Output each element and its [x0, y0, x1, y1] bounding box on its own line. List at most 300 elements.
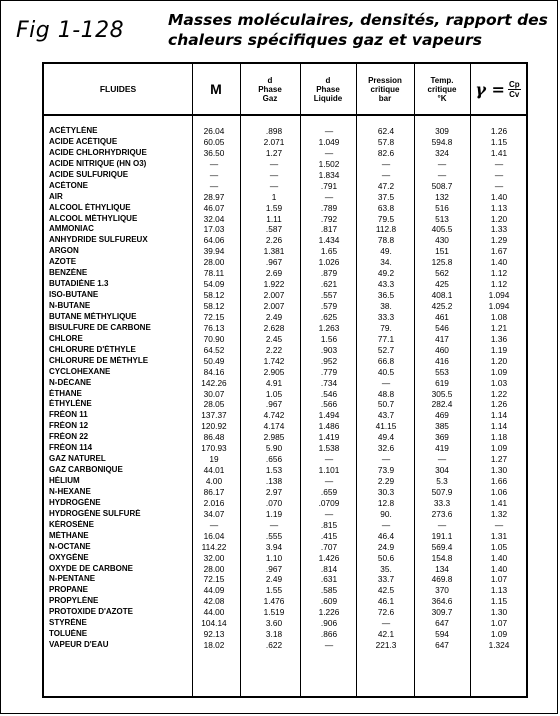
density-gas-cell: 4.91 [265, 377, 283, 388]
density-liquid-cell: 1.502 [318, 158, 340, 169]
molar-mass-cell: 32.04 [203, 213, 225, 224]
table-row [44, 148, 526, 159]
table-row [44, 618, 526, 629]
density-gas-cell: 3.94 [265, 541, 283, 552]
critical-temperature-cell: 513 [435, 213, 449, 224]
gamma-ratio-cell: 1.14 [490, 421, 508, 432]
critical-pressure-cell: — [381, 454, 391, 465]
density-gas-cell: 2.985 [263, 432, 285, 443]
table-row [44, 345, 526, 356]
critical-pressure-cell: 33.3 [377, 311, 395, 322]
density-liquid-cell: — [324, 508, 334, 519]
fluid-name-cell: TOLUÈNE [49, 629, 88, 639]
molar-mass-cell: 142.26 [201, 377, 227, 388]
fluid-name-cell: CHLORURE D'ÉTHYLE [49, 344, 136, 354]
critical-pressure-cell: 35. [380, 563, 392, 574]
table-row [44, 585, 526, 596]
fluid-name-cell: FRÉON 114 [49, 443, 93, 453]
table-row [44, 126, 526, 137]
molar-mass-cell: 32.00 [203, 552, 225, 563]
critical-pressure-cell: 12.8 [377, 497, 395, 508]
fluid-name-cell: ANHYDRIDE SULFUREUX [49, 235, 148, 245]
fluid-name-cell: N-DÉCANE [49, 377, 92, 387]
fluid-name-cell: CHLORURE DE MÉTHYLE [49, 355, 149, 365]
density-liquid-cell: 1.026 [318, 257, 340, 268]
gamma-ratio-cell: 1.66 [490, 476, 508, 486]
table-row [44, 192, 526, 203]
density-liquid-cell: — [324, 454, 334, 465]
density-gas-cell: .138 [265, 476, 283, 486]
fluid-name-cell: CHLORE [49, 333, 83, 343]
molar-mass-cell: 18.02 [203, 640, 225, 651]
critical-pressure-cell: 57.8 [377, 136, 395, 147]
table-row [44, 542, 526, 553]
header-line: d [267, 75, 273, 85]
fluid-name-cell: ÉTHANE [49, 388, 82, 398]
density-gas-cell: 1.742 [263, 355, 285, 366]
critical-temperature-cell: 647 [435, 640, 449, 651]
fluid-name-cell: AZOTE [49, 257, 77, 267]
figure-title-line-2: chaleurs spécifiques gaz et vapeurs [168, 31, 482, 49]
fluid-name-cell: GAZ NATUREL [49, 454, 106, 464]
critical-pressure-cell: 47.2 [377, 180, 395, 191]
gamma-numerator: Cp [508, 79, 520, 89]
density-liquid-cell: .557 [320, 290, 338, 301]
critical-temperature-cell: 151 [435, 246, 449, 257]
gamma-ratio-cell: 1.22 [490, 388, 508, 399]
table-row [44, 246, 526, 257]
density-gas-cell: 1.381 [263, 246, 285, 257]
table-row [44, 607, 526, 618]
molar-mass-cell: 26.04 [203, 126, 225, 136]
gamma-ratio-cell: 1.31 [490, 530, 508, 541]
molar-mass-cell: 104.14 [201, 618, 227, 629]
header-divider [44, 114, 526, 116]
critical-pressure-cell: 49.4 [377, 432, 395, 443]
header-line: Liquide [313, 93, 343, 103]
molar-mass-cell: — [209, 519, 219, 530]
header-critical-temperature [414, 64, 470, 114]
critical-temperature-cell: 125.8 [431, 257, 453, 268]
gamma-ratio-cell: 1.09 [490, 629, 508, 640]
molar-mass-cell: 19 [209, 454, 219, 465]
density-gas-cell: — [269, 180, 279, 191]
critical-temperature-cell: 273.6 [431, 508, 453, 519]
gamma-ratio-cell: 1.20 [490, 213, 508, 224]
table-row [44, 378, 526, 389]
critical-pressure-cell: 49. [380, 246, 392, 257]
density-gas-cell: 2.26 [265, 235, 283, 246]
fluid-name-cell: OXYGÈNE [49, 552, 89, 562]
critical-temperature-cell: 469.8 [431, 574, 453, 585]
density-gas-cell: 3.18 [265, 629, 283, 640]
density-liquid-cell: 1.049 [318, 136, 340, 147]
gamma-ratio-cell: 1.094 [488, 290, 510, 301]
density-liquid-cell: — [324, 191, 334, 202]
fluid-name-cell: BISULFURE DE CARBONE [49, 322, 151, 332]
critical-pressure-cell: 34. [380, 257, 392, 268]
critical-pressure-cell: 82.6 [377, 147, 395, 158]
fluid-name-cell: N-BUTANE [49, 301, 91, 310]
fluid-name-cell: ÉTHYLÈNE [49, 399, 92, 409]
gamma-ratio-cell: — [494, 519, 504, 530]
table-row [44, 159, 526, 170]
table-row [44, 367, 526, 378]
density-gas-cell: 1.476 [263, 596, 285, 607]
density-gas-cell: 1.59 [265, 202, 283, 213]
density-liquid-cell: .609 [320, 596, 338, 607]
figure-title-line-1: Masses moléculaires, densités, rapport des [168, 11, 548, 29]
density-gas-cell: 5.90 [265, 443, 283, 454]
density-liquid-cell: .817 [320, 224, 338, 235]
table-row [44, 498, 526, 509]
gamma-ratio-cell: 1.09 [490, 443, 508, 454]
critical-temperature-cell: 460 [435, 344, 449, 355]
critical-pressure-cell: 72.6 [377, 607, 395, 618]
molar-mass-cell: 39.94 [203, 246, 225, 257]
gamma-ratio-cell: 1.41 [490, 147, 508, 158]
molar-mass-cell: 58.12 [203, 290, 225, 301]
fluid-name-cell: HÉLIUM [49, 476, 80, 485]
gamma-ratio-cell: 1.07 [490, 574, 508, 585]
gamma-ratio-cell: 1.13 [490, 585, 508, 596]
critical-pressure-cell: 43.3 [377, 279, 395, 290]
fluid-name-cell: N-HEXANE [49, 486, 91, 496]
gamma-ratio-cell: 1.40 [490, 191, 508, 202]
critical-temperature-cell: 309 [435, 126, 449, 136]
gamma-ratio-cell: 1.33 [490, 224, 508, 235]
critical-pressure-cell: 42.1 [377, 629, 395, 640]
fluid-name-cell: ACIDE SULFURIQUE [49, 169, 129, 179]
header-line: critique [427, 84, 457, 94]
density-gas-cell: 2.22 [265, 344, 283, 355]
table-row [44, 257, 526, 268]
table-row [44, 279, 526, 290]
header-gamma [470, 64, 526, 114]
header-line: d [325, 75, 331, 85]
fluid-name-cell: STYRÈNE [49, 618, 87, 628]
table-row [44, 574, 526, 585]
density-liquid-cell: .566 [320, 399, 338, 410]
critical-temperature-cell: 364.6 [431, 596, 453, 607]
critical-pressure-cell: 73.9 [377, 465, 395, 476]
table-row [44, 465, 526, 476]
density-liquid-cell: 1.263 [318, 322, 340, 333]
critical-pressure-cell: — [381, 169, 391, 180]
density-liquid-cell: .814 [320, 563, 338, 574]
critical-pressure-cell: 63.8 [377, 202, 395, 213]
critical-temperature-cell: 562 [435, 268, 449, 279]
density-gas-cell: .070 [265, 497, 283, 508]
fluid-name-cell: CYCLOHEXANE [49, 366, 111, 376]
properties-table [42, 62, 528, 698]
gamma-ratio-cell: — [494, 158, 504, 169]
density-liquid-cell: — [324, 640, 334, 651]
gamma-ratio-cell: 1.27 [490, 454, 508, 465]
molar-mass-cell: 170.93 [201, 443, 227, 454]
fluid-name-cell: ACÉTONE [49, 180, 88, 190]
density-gas-cell: 2.071 [263, 136, 285, 147]
header-molar-mass: M [210, 80, 222, 97]
critical-pressure-cell: 43.7 [377, 410, 395, 421]
gamma-ratio-cell: 1.41 [490, 497, 508, 508]
molar-mass-cell: 78.11 [203, 268, 225, 279]
critical-temperature-cell: 370 [435, 585, 449, 596]
gamma-ratio-cell: 1.32 [490, 508, 508, 519]
header-line: Phase [316, 84, 340, 94]
fluid-name-cell: PROPYLÈNE [49, 596, 99, 606]
gamma-ratio-cell: — [494, 180, 504, 191]
critical-pressure-cell: 24.9 [377, 541, 395, 552]
fluid-name-cell: PROPANE [49, 585, 88, 595]
fluid-name-cell: N-PENTANE [49, 574, 96, 584]
molar-mass-cell: — [209, 169, 219, 180]
critical-pressure-cell: 79. [380, 322, 392, 333]
critical-pressure-cell: 90. [380, 508, 392, 519]
fluid-name-cell: BENZÈNE [49, 268, 88, 278]
table-row [44, 476, 526, 487]
critical-temperature-cell: 33.3 [433, 497, 451, 508]
density-liquid-cell: .0709 [318, 497, 340, 508]
gamma-ratio-cell: 1.19 [490, 344, 508, 355]
density-gas-cell: 2.97 [265, 486, 283, 497]
critical-temperature-cell: 619 [435, 377, 449, 388]
critical-pressure-cell: 46.4 [377, 530, 395, 541]
gamma-ratio-cell: 1.094 [488, 301, 510, 311]
critical-temperature-cell: 191.1 [431, 530, 453, 541]
density-gas-cell: 4.742 [263, 410, 285, 421]
critical-pressure-cell: 49.2 [377, 268, 395, 279]
table-body [44, 126, 526, 651]
header-fluides: FLUIDES [99, 83, 137, 94]
header-density-gas [240, 64, 300, 114]
critical-temperature-cell: 305.5 [431, 388, 453, 399]
fluid-name-cell: FRÉON 12 [49, 421, 89, 431]
critical-pressure-cell: — [381, 519, 391, 530]
critical-temperature-cell: 385 [435, 421, 449, 432]
critical-temperature-cell: 507.9 [431, 486, 453, 497]
density-liquid-cell: .789 [320, 202, 338, 213]
critical-temperature-cell: 553 [435, 366, 449, 377]
density-liquid-cell: — [324, 476, 334, 486]
table-row [44, 334, 526, 345]
table-row [44, 596, 526, 607]
critical-temperature-cell: 647 [435, 618, 449, 629]
table-row [44, 312, 526, 323]
critical-pressure-cell: 33.7 [377, 574, 395, 585]
density-gas-cell: .898 [265, 126, 283, 136]
header-line: Phase [258, 84, 282, 94]
density-liquid-cell: 1.434 [318, 235, 340, 246]
gamma-symbol: γ = [475, 79, 505, 99]
critical-temperature-cell: 154.8 [431, 552, 453, 563]
density-liquid-cell: .792 [320, 213, 338, 224]
density-liquid-cell: .734 [320, 377, 338, 388]
critical-pressure-cell: 66.8 [377, 355, 395, 366]
molar-mass-cell: 92.13 [203, 629, 225, 640]
density-liquid-cell: .866 [320, 629, 338, 640]
gamma-ratio-cell: 1.07 [490, 618, 508, 629]
molar-mass-cell: 58.12 [203, 301, 225, 311]
gamma-ratio-cell: 1.29 [490, 235, 508, 246]
molar-mass-cell: 86.48 [203, 432, 225, 443]
density-gas-cell: 1.05 [265, 388, 283, 399]
gamma-ratio-cell: 1.26 [490, 126, 508, 136]
critical-pressure-cell: — [381, 158, 391, 169]
gamma-ratio-cell: 1.12 [490, 268, 508, 279]
fluid-name-cell: KÉROSÈNE [49, 519, 94, 529]
critical-temperature-cell: 469 [435, 410, 449, 421]
gamma-fraction [508, 80, 521, 99]
gamma-ratio-cell: 1.13 [490, 202, 508, 213]
density-liquid-cell: 1.426 [318, 552, 340, 563]
table-row [44, 224, 526, 235]
molar-mass-cell: 114.22 [201, 541, 227, 552]
fluid-name-cell: N-OCTANE [49, 541, 91, 551]
density-liquid-cell: 1.538 [318, 443, 340, 454]
density-gas-cell: 2.628 [263, 322, 285, 333]
table-row [44, 290, 526, 301]
critical-temperature-cell: 369 [435, 432, 449, 443]
fluid-name-cell: GAZ CARBONIQUE [49, 465, 123, 475]
density-gas-cell: 2.007 [263, 290, 285, 301]
table-row [44, 509, 526, 520]
molar-mass-cell: — [209, 180, 219, 191]
fluid-name-cell: OXYDE DE CARBONE [49, 563, 134, 573]
gamma-ratio-cell: 1.18 [490, 432, 508, 443]
molar-mass-cell: 50.49 [203, 355, 225, 366]
critical-pressure-cell: 46.1 [377, 596, 395, 607]
table-row [44, 640, 526, 651]
table-row [44, 214, 526, 225]
molar-mass-cell: 28.00 [203, 257, 225, 268]
molar-mass-cell: 60.05 [203, 136, 225, 147]
molar-mass-cell: 137.37 [201, 410, 227, 421]
molar-mass-cell: 64.52 [203, 344, 225, 355]
density-gas-cell: 1.11 [266, 213, 282, 224]
table-row [44, 410, 526, 421]
density-liquid-cell: .625 [320, 311, 338, 322]
molar-mass-cell: 70.90 [203, 333, 225, 344]
density-gas-cell: 1.27 [265, 147, 283, 158]
table-row [44, 553, 526, 564]
fluid-name-cell: BUTADIÈNE 1.3 [49, 279, 109, 289]
density-liquid-cell: 1.494 [318, 410, 340, 421]
molar-mass-cell: 84.16 [203, 366, 225, 377]
gamma-denominator: Cv [509, 89, 520, 99]
fluid-name-cell: AMMONIAC [49, 224, 94, 234]
density-gas-cell: 1.19 [265, 508, 283, 519]
molar-mass-cell: 42.08 [203, 596, 225, 607]
density-gas-cell: .555 [265, 530, 283, 541]
molar-mass-cell: 64.06 [203, 235, 225, 246]
density-gas-cell: 1.519 [263, 607, 285, 618]
density-gas-cell: 1.55 [265, 585, 283, 596]
molar-mass-cell: 28.00 [203, 563, 225, 574]
density-gas-cell: 2.69 [265, 268, 283, 279]
density-gas-cell: .967 [265, 257, 283, 268]
header-critical-pressure [356, 64, 414, 114]
density-gas-cell: — [269, 519, 279, 530]
header-line: Temp. [430, 75, 454, 85]
molar-mass-cell: 72.15 [203, 311, 225, 322]
density-liquid-cell: 1.486 [318, 421, 340, 432]
header-line: Pression [368, 75, 402, 85]
table-row [44, 399, 526, 410]
density-gas-cell: 1 [271, 191, 277, 202]
fluid-name-cell: FRÉON 11 [49, 410, 88, 420]
header-density-liquid [300, 64, 356, 114]
molar-mass-cell: 44.09 [203, 585, 225, 596]
gamma-ratio-cell: 1.30 [490, 465, 508, 476]
gamma-ratio-cell: 1.15 [490, 136, 508, 147]
critical-temperature-cell: 282.4 [431, 399, 453, 410]
critical-pressure-cell: 2.29 [377, 476, 395, 486]
critical-temperature-cell: 425 [435, 279, 449, 290]
molar-mass-cell: — [209, 158, 219, 169]
fluid-name-cell: AIR [49, 191, 63, 201]
molar-mass-cell: 44.00 [203, 607, 225, 618]
molar-mass-cell: 30.07 [203, 388, 225, 399]
molar-mass-cell: 17.03 [203, 224, 225, 235]
table-row [44, 389, 526, 400]
table-row [44, 629, 526, 640]
molar-mass-cell: 46.07 [203, 202, 225, 213]
density-liquid-cell: .815 [320, 519, 338, 530]
table-row [44, 443, 526, 454]
density-gas-cell: 2.49 [265, 574, 283, 585]
table-row [44, 181, 526, 192]
table-row [44, 356, 526, 367]
critical-pressure-cell: 38. [380, 301, 392, 311]
header-line: Gaz [262, 93, 278, 103]
density-gas-cell: 2.49 [265, 311, 283, 322]
critical-pressure-cell: — [381, 618, 391, 629]
density-gas-cell: 1.922 [263, 279, 285, 290]
critical-temperature-cell: 304 [435, 465, 449, 476]
fluid-name-cell: ACIDE CHLORHYDRIQUE [49, 147, 147, 157]
density-gas-cell: .967 [265, 563, 283, 574]
molar-mass-cell: 4.00 [205, 476, 223, 486]
critical-temperature-cell: 405.5 [431, 224, 453, 235]
critical-pressure-cell: 48.8 [377, 388, 395, 399]
table-row [44, 323, 526, 334]
critical-pressure-cell: 42.5 [377, 585, 395, 596]
critical-temperature-cell: 419 [435, 443, 449, 454]
density-liquid-cell: 1.101 [318, 465, 340, 476]
density-gas-cell: — [269, 169, 279, 180]
molar-mass-cell: 72.15 [203, 574, 225, 585]
table-row [44, 301, 526, 312]
fluid-name-cell: HYDROGÈNE SULFURÉ [49, 508, 141, 518]
gamma-ratio-cell: 1.67 [490, 246, 508, 257]
critical-temperature-cell: 594 [435, 629, 449, 640]
density-gas-cell: .587 [265, 224, 283, 235]
fluid-name-cell: BUTANE MÉTHYLIQUE [49, 311, 137, 321]
critical-temperature-cell: 508.7 [431, 180, 453, 191]
gamma-ratio-cell: 1.03 [490, 377, 508, 388]
density-liquid-cell: .631 [320, 574, 338, 585]
molar-mass-cell: 54.09 [203, 279, 225, 290]
molar-mass-cell: 86.17 [203, 486, 225, 497]
table-row [44, 564, 526, 575]
density-liquid-cell: 1.834 [318, 169, 340, 180]
gamma-ratio-cell: 1.08 [490, 311, 508, 322]
critical-pressure-cell: 62.4 [377, 126, 395, 136]
table-row [44, 170, 526, 181]
critical-temperature-cell: 416 [435, 355, 449, 366]
critical-pressure-cell: 52.7 [377, 344, 395, 355]
